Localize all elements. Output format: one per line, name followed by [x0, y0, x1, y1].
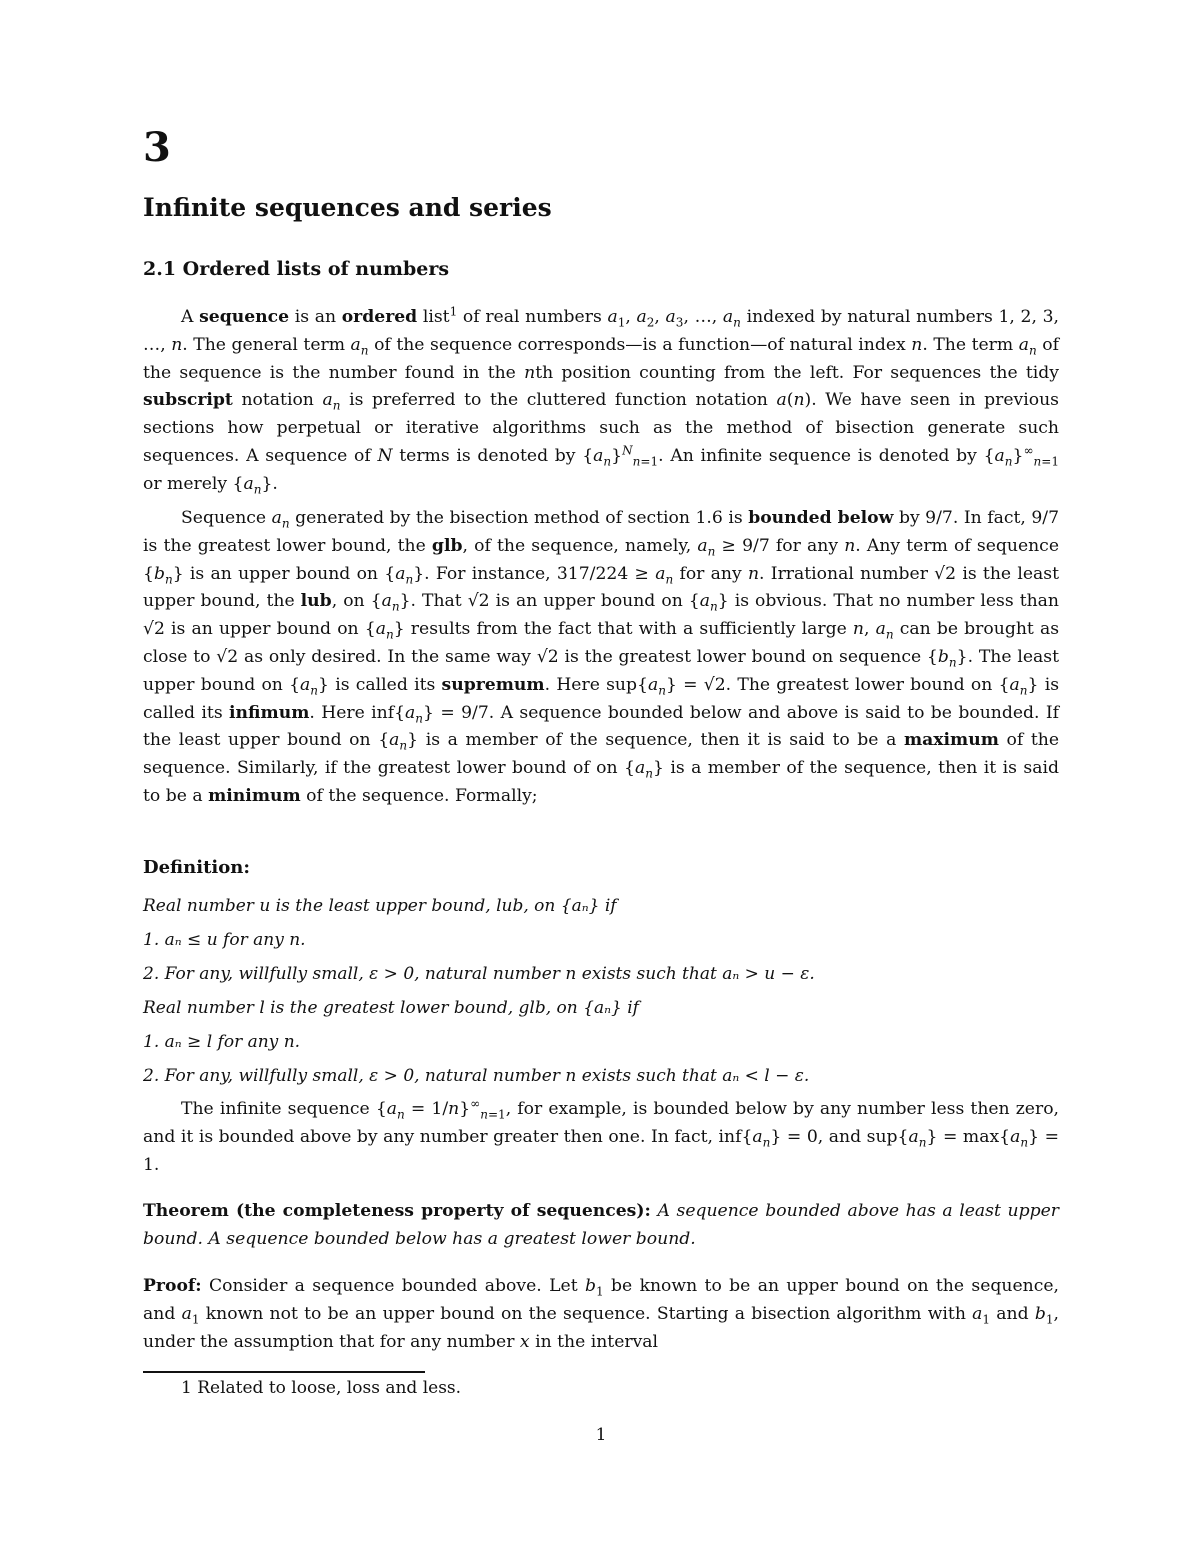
footnote: 1 Related to loose, loss and less.	[181, 1378, 462, 1398]
definition-lub-item-2: 2. For any, willfully small, ε > 0, natural number n exists such that aₙ > u − ε.	[143, 964, 815, 984]
proof-label: Proof:	[143, 1276, 202, 1296]
footnote-rule	[143, 1371, 425, 1373]
paragraph-example: The infinite sequence $\{a_n = 1/n\}^\infty_{n=1}$, for example, is bounded below by any number less then zero, and it is bounded above by any number greater then one. In fact, $inf\{a_n\} = 0$, and $sup\{a_n\} = \max\{a_n\} = 1$.	[143, 1096, 1060, 1175]
section-title: 2.1 Ordered lists of numbers	[143, 258, 450, 280]
definition-lub-intro: Real number u is the least upper bound, lub, on {aₙ} if	[143, 896, 617, 916]
definition-glb-item-1: 1. aₙ ≥ l for any n.	[143, 1032, 301, 1052]
page-number: 1	[595, 1425, 607, 1445]
definition-lub-item-1: 1. aₙ ≤ u for any n.	[143, 930, 306, 950]
chapter-title: Infinite sequences and series	[143, 193, 552, 222]
theorem-block	[143, 1198, 1059, 1254]
paragraph-sequence-intro: A sequence is an ordered list$^1$ of real numbers $a_1$, $a_2$, $a_3$, …, $a_n$ indexed by natural numbers 1, 2, 3, …, n. The general term $a_n$ of the sequence corresponds—is a function—of natural index n. The term $a_n$ of the sequence is the number found in the nth position counting from the left. For sequences the tidy subscript notation $a_n$ is preferred to the cluttered function notation a(n). We have seen in previous sections how perpetual or iterative algorithms such as the method of bisection generate such sequences. A sequence of N terms is denoted by $\{a_n\}^N_{n=1}$. An infinite sequence is denoted by $\{a_n\}^\infty_{n=1}$ or merely $\{a_n\}$.	[143, 304, 1060, 497]
theorem-label: Theorem (the completeness property of sequences):	[143, 1201, 651, 1221]
definition-glb-intro: Real number l is the greatest lower bound, glb, on {aₙ} if	[143, 998, 639, 1018]
theorem-statement: A sequence bounded above has a least upper bound. A sequence bounded below has a greatest lower bound.	[143, 1201, 1059, 1249]
proof-block: Proof: Consider a sequence bounded above. Let $b_1$ be known to be an upper bound on the sequence, and $a_1$ known not to be an upper bound on the sequence. Starting a bisection algorithm with $a_1$ and $b_1$, under the assumption that for any number x in the interval	[143, 1276, 1059, 1352]
paragraph-bounds: Sequence $a_n$ generated by the bisection method of section 1.6 is bounded below by 9/7. In fact, 9/7 is the greatest lower bound, the glb, of the sequence, namely, $a_n \ge 9/7$ for any n. Any term of sequence $\{b_n\}$ is an upper bound on $\{a_n\}$. For instance, $317/224 \ge a_n$ for any n. Irrational number √2 is the least upper bound, the lub, on $\{a_n\}$. That √2 is an upper bound on $\{a_n\}$ is obvious. That no number less than √2 is an upper bound on $\{a_n\}$ results from the fact that with a sufficiently large n, $a_n$ can be brought as close to √2 as only desired. In the same way √2 is the greatest lower bound on sequence $\{b_n\}$. The least upper bound on $\{a_n\}$ is called its supremum. Here $sup\{a_n\} = √2$. The greatest lower bound on $\{a_n\}$ is called its infimum. Here $inf\{a_n\} = 9/7$. A sequence bounded below and above is said to be bounded. If the least upper bound on $\{a_n\}$ is a member of the sequence, then it is said to be a maximum of the sequence. Similarly, if the greatest lower bound of on $\{a_n\}$ is a member of the sequence, then it is said to be a minimum of the sequence. Formally;	[143, 508, 1060, 806]
definition-glb-item-2: 2. For any, willfully small, ε > 0, natural number n exists such that aₙ < l − ε.	[143, 1066, 810, 1086]
chapter-number: 3	[143, 124, 171, 171]
definition-heading: Definition:	[143, 857, 250, 878]
